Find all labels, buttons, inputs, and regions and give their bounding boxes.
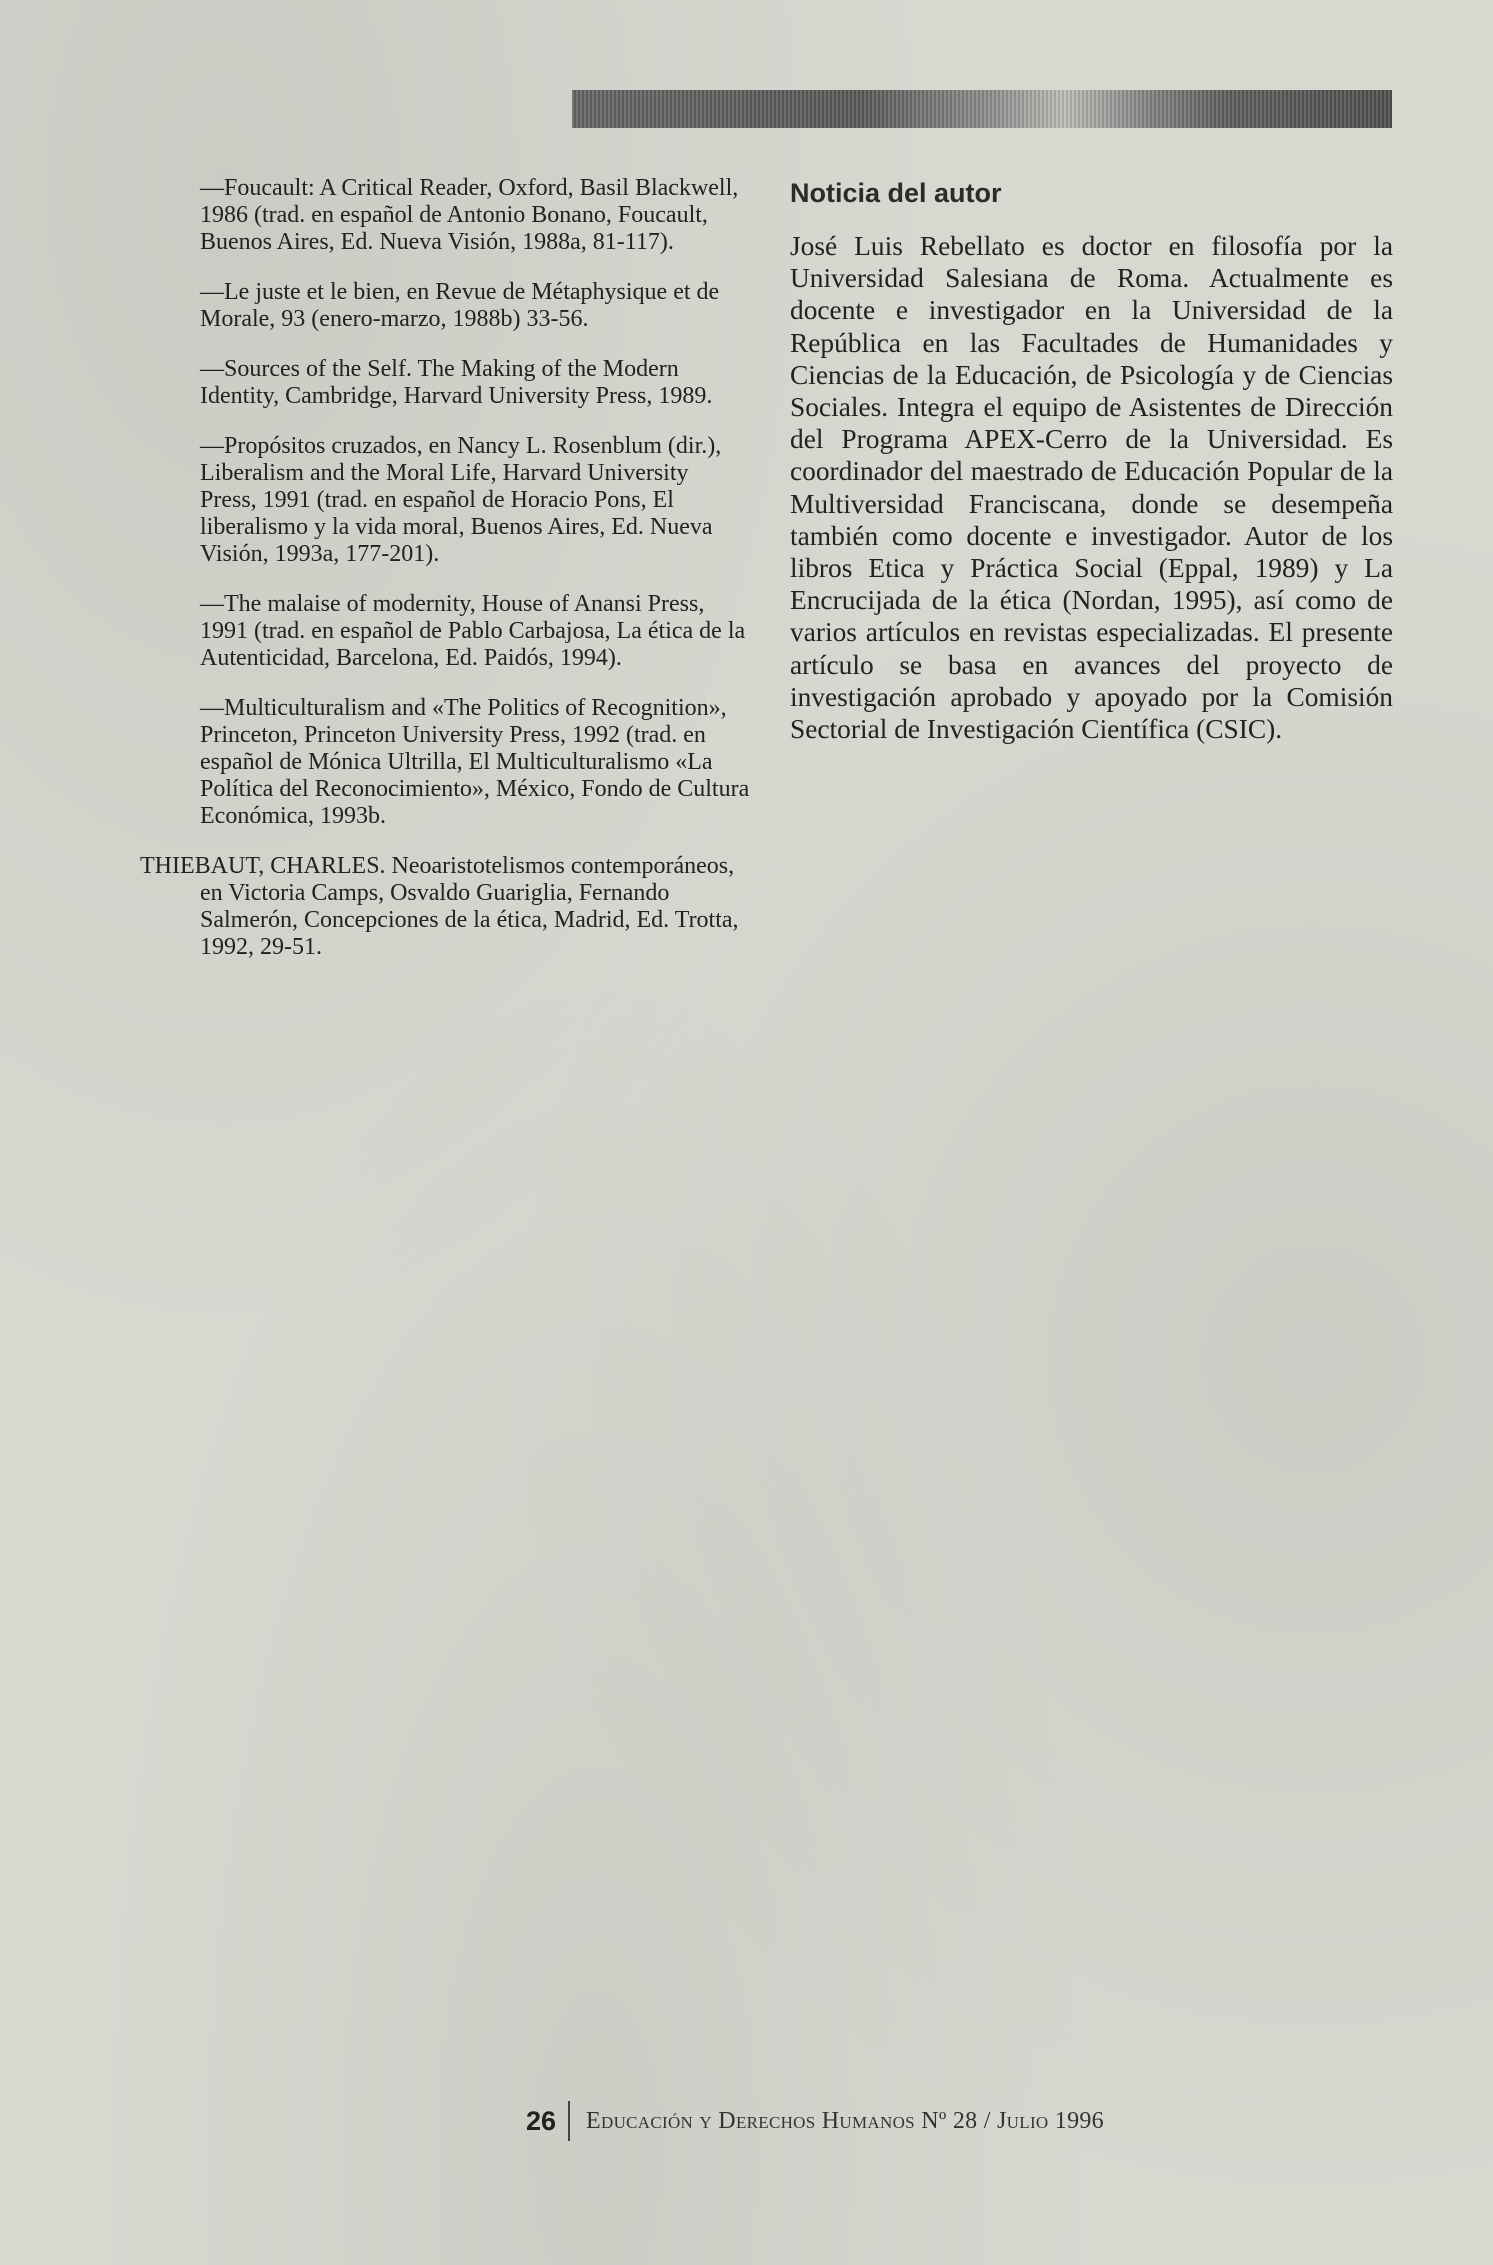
reference-entry: —Propósitos cruzados, en Nancy L. Rosenblum (dir.), Liberalism and the Moral Life, Harvard University Press, 1991 (trad. en español de Horacio Pons, El liberalismo y la vida moral, Buenos Aires, Ed. Nueva Visión, 1993a, 177-201). [200, 433, 722, 567]
reference-entry: THIEBAUT, CHARLES. Neoaristotelismos contemporáneos, en Victoria Camps, Osvaldo Guariglia, Fernando Salmerón, Concepciones de la ética, Madrid, Ed. Trotta, 1992, 29-51. [140, 853, 739, 960]
reference-entry: —Le juste et le bien, en Revue de Métaphysique et de Morale, 93 (enero-marzo, 1988b) 33-56. [200, 279, 720, 332]
reference-entry: —Foucault: A Critical Reader, Oxford, Basil Blackwell, 1986 (trad. en español de Antonio Bonano, Foucault, Buenos Aires, Ed. Nueva Visión, 1988a, 81-117). [200, 175, 739, 255]
page-footer [526, 2100, 1104, 2142]
author-note-text: José Luis Rebellato es doctor en filosofía por la Universidad Salesiana de Roma. Actualmente es docente e investigador en la Universidad de la República en las Facultades de Humanidades y Ciencias de la Educación, de Psicología y de Ciencias Sociales. Integra el equipo de Asistentes de Dirección del Programa APEX-Cerro de la Universidad. Es coordinador del maestrado de Educación Popular de la Multiversidad Franciscana, donde se desempeña también como docente e investigador. Autor de los libros Etica y Práctica Social (Eppal, 1989) y La Encrucijada de la ética (Nordan, 1995), así como de varios artículos en revistas especializadas. El presente artículo se basa en avances del proyecto de investigación aprobado y apoyado por la Comisión Sectorial de Investigación Científica (CSIC). [790, 231, 1393, 745]
author-note-heading: Noticia del autor [790, 178, 1002, 208]
journal-citation: Educación y Derechos Humanos Nº 28 / Julio 1996 [586, 2107, 1104, 2134]
footer-divider [568, 2101, 570, 2141]
reference-entry: —Multiculturalism and «The Politics of Recognition», Princeton, Princeton University Press, 1992 (trad. en español de Mónica Ultrilla, El Multiculturalismo «La Política del Reconocimiento», México, Fondo de Cultura Económica, 1993b. [200, 695, 750, 829]
header-decorative-band [572, 90, 1392, 128]
reference-entry: —Sources of the Self. The Making of the Modern Identity, Cambridge, Harvard University Press, 1989. [200, 356, 713, 409]
reference-entry: —The malaise of modernity, House of Anansi Press, 1991 (trad. en español de Pablo Carbajosa, La ética de la Autenticidad, Barcelona, Ed. Paidós, 1994). [200, 591, 746, 671]
page-number: 26 [526, 2105, 557, 2136]
reference-list [140, 175, 750, 984]
